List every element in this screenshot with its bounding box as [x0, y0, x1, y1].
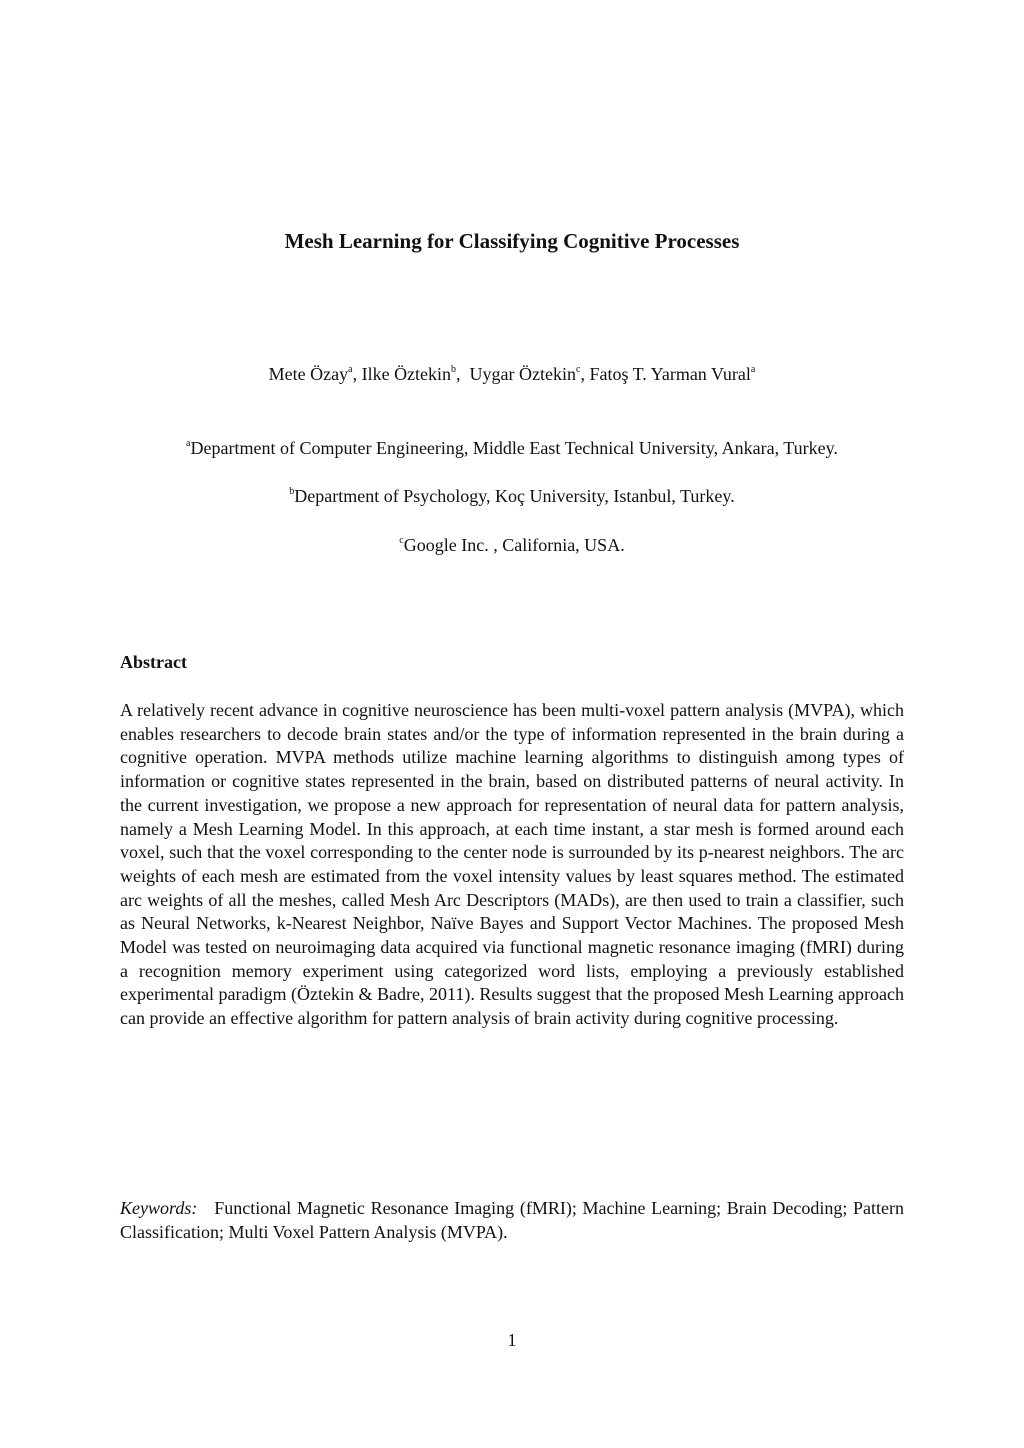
author-affil-mark: a: [750, 364, 756, 375]
author-2: [362, 364, 470, 384]
author-name: Mete Özay: [268, 364, 349, 384]
author-list: [0, 364, 1024, 385]
affiliation-c: [0, 535, 1024, 556]
abstract-body: A relatively recent advance in cognitive neuroscience has been multi-voxel pattern analysis (MVPA), which enables researchers to decode brain states and/or the type of information represented in the brain during a cognitive operation. MVPA methods utilize machine learning algorithms to distinguish among types of information or cognitive states represented in the brain, based on distributed patterns of neural activity. In the current investigation, we propose a new approach for representation of neural data for pattern analysis, namely a Mesh Learning Model. In this approach, at each time instant, a star mesh is formed around each voxel, such that the voxel corresponding to the center node is surrounded by its p-nearest neighbors. The arc weights of each mesh are estimated from the voxel intensity values by least squares method. The estimated arc weights of all the meshes, called Mesh Arc Descriptors (MADs), are then used to train a classifier, such as Neural Networks, k-Nearest Neighbor, Naïve Bayes and Support Vector Machines. The proposed Mesh Model was tested on neuroimaging data acquired via functional magnetic resonance imaging (fMRI) during a recognition memory experiment using categorized word lists, employing a previously established experimental paradigm (Öztekin & Badre, 2011). Results suggest that the proposed Mesh Learning approach can provide an effective algorithm for pattern analysis of brain activity during cognitive processing.: [120, 700, 904, 1029]
author-name: Fatoş T. Yarman Vural: [589, 364, 751, 384]
author-affil-mark: c: [576, 364, 581, 375]
author-separator: ,: [456, 364, 470, 384]
author-affil-mark: b: [451, 364, 457, 375]
affiliation-mark: c: [399, 535, 404, 546]
author-separator: ,: [580, 364, 590, 384]
affiliation-text: Department of Computer Engineering, Middle East Technical University, Ankara, Turkey.: [190, 438, 838, 458]
page-number: 1: [507, 1330, 517, 1350]
keywords-label: Keywords:: [120, 1198, 198, 1218]
keywords-paragraph: [120, 1197, 904, 1244]
affiliation-text: Department of Psychology, Koç University, Istanbul, Turkey.: [294, 486, 735, 506]
abstract-heading: Abstract: [120, 652, 187, 672]
author-affil-mark: a: [348, 364, 353, 375]
author-name: Uygar Öztekin: [469, 364, 577, 384]
affiliation-a: [0, 438, 1024, 459]
author-name: Ilke Öztekin: [361, 364, 452, 384]
paper-title: Mesh Learning for Classifying Cognitive Processes: [284, 229, 740, 253]
keywords-list: Functional Magnetic Resonance Imaging (fMRI); Machine Learning; Brain Decoding; Pattern Classification; Multi Voxel Pattern Analysis (MVPA).: [120, 1198, 904, 1242]
affiliation-text: Google Inc. , California, USA.: [403, 535, 625, 555]
affiliation-mark: a: [186, 438, 191, 449]
affiliation-b: [0, 486, 1024, 507]
author-1: [269, 364, 362, 384]
author-4: [589, 364, 755, 384]
affiliation-mark: b: [289, 486, 295, 497]
author-3: [470, 364, 590, 384]
author-separator: ,: [352, 364, 362, 384]
